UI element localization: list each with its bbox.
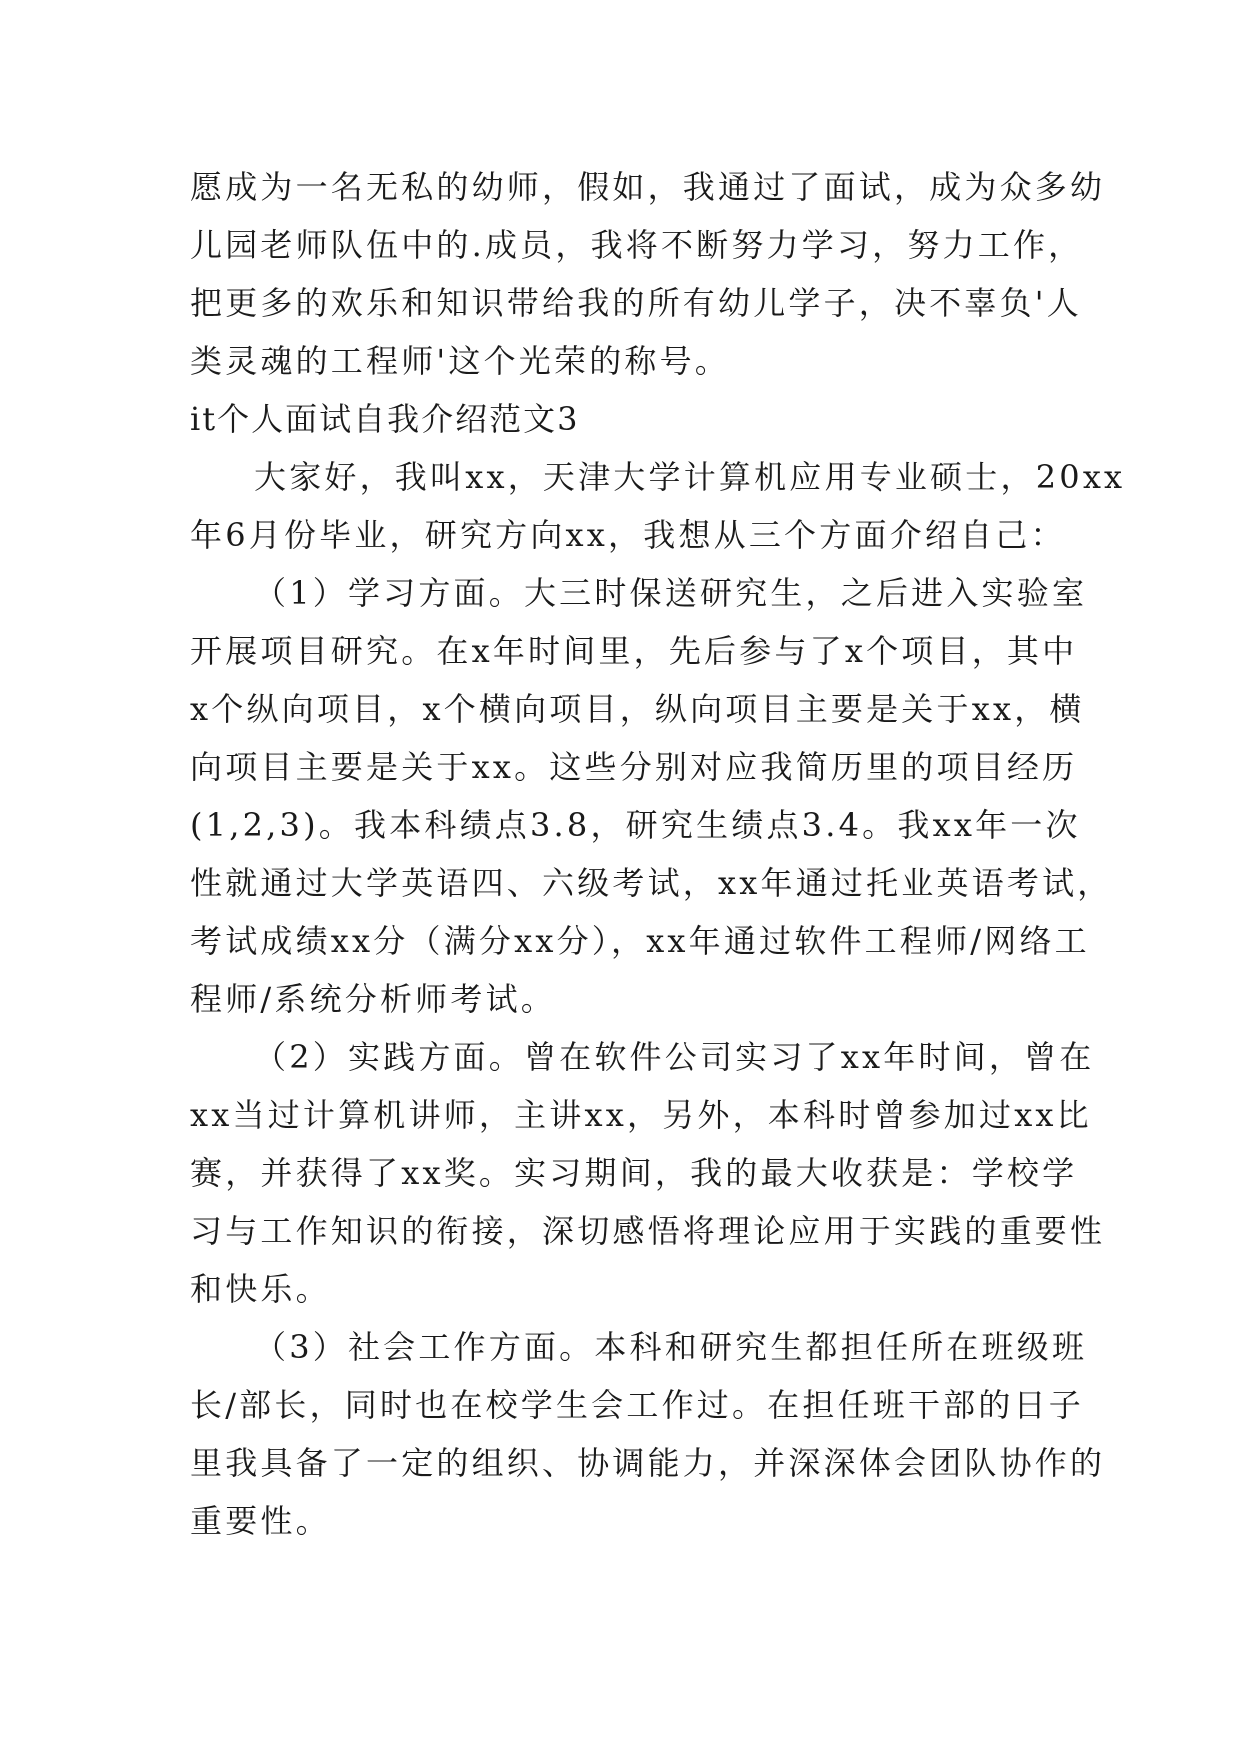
text-line: 儿园老师队伍中的.成员，我将不断努力学习，努力工作， [190,226,1084,264]
text-line: 考试成绩xx分（满分xx分），xx年通过软件工程师/网络工 [190,922,1090,960]
text-line: 和快乐。 [190,1270,331,1308]
text-line: 里我具备了一定的组织、协调能力，并深深体会团队协作的 [190,1444,1106,1482]
text-line: xx当过计算机讲师，主讲xx，另外，本科时曾参加过xx比 [190,1096,1092,1134]
text-line: 赛，并获得了xx奖。实习期间，我的最大收获是：学校学 [190,1154,1078,1192]
text-line: (1,2,3)。我本科绩点3.8，研究生绩点3.4。我xx年一次 [190,806,1081,844]
text-line: 向项目主要是关于xx。这些分别对应我简历里的项目经历 [190,748,1078,786]
text-line: 性就通过大学英语四、六级考试，xx年通过托业英语考试， [190,864,1113,902]
text-line: 重要性。 [190,1502,331,1540]
text-line: 长/部长，同时也在校学生会工作过。在担任班干部的日子 [190,1386,1084,1424]
text-line: 类灵魂的工程师'这个光荣的称号。 [190,342,730,380]
text-line: （1）学习方面。大三时保送研究生，之后进入实验室 [254,574,1088,612]
text-line: （2）实践方面。曾在软件公司实习了xx年时间，曾在 [254,1038,1095,1076]
document-page [190,158,1126,1550]
text-line: 年6月份毕业，研究方向xx，我想从三个方面介绍自己： [190,516,1066,554]
text-line: 习与工作知识的衔接，深切感悟将理论应用于实践的重要性 [190,1212,1106,1250]
text-line: 大家好，我叫xx，天津大学计算机应用专业硕士，20xx [254,458,1126,496]
text-line: x个纵向项目，x个横向项目，纵向项目主要是关于xx，横 [190,690,1085,728]
section-heading: it个人面试自我介绍范文3 [190,400,580,438]
text-line: 程师/系统分析师考试。 [190,980,556,1018]
text-line: 开展项目研究。在x年时间里，先后参与了x个项目，其中 [190,632,1078,670]
text-line: （3）社会工作方面。本科和研究生都担任所在班级班 [254,1328,1088,1366]
text-line: 愿成为一名无私的幼师，假如，我通过了面试，成为众多幼 [190,168,1106,206]
text-line: 把更多的欢乐和知识带给我的所有幼儿学子，决不辜负'人 [190,284,1082,322]
